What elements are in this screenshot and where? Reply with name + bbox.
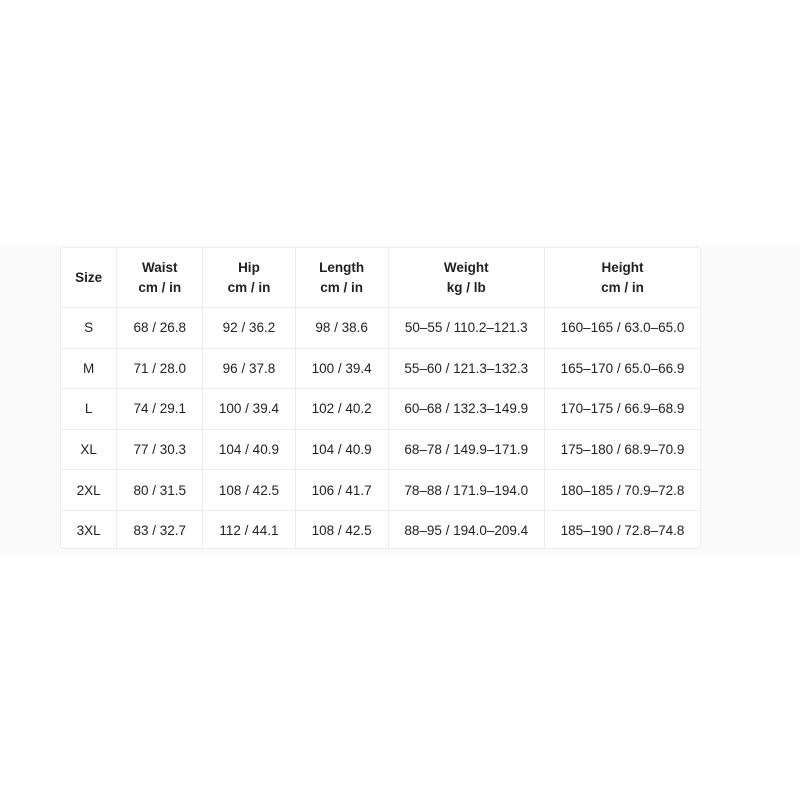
cell-length: 98 / 38.6 <box>295 308 388 349</box>
table-row <box>61 348 700 389</box>
cell-size: S <box>61 308 117 349</box>
cell-length: 102 / 40.2 <box>295 389 388 430</box>
cell-waist: 80 / 31.5 <box>117 470 203 511</box>
table-row <box>61 308 700 349</box>
table-row <box>61 389 700 430</box>
header-weight <box>388 248 544 308</box>
cell-height: 175–180 / 68.9–70.9 <box>545 429 701 470</box>
cell-hip: 92 / 36.2 <box>203 308 296 349</box>
cell-waist: 77 / 30.3 <box>117 429 203 470</box>
cell-height: 180–185 / 70.9–72.8 <box>545 470 701 511</box>
cell-waist: 74 / 29.1 <box>117 389 203 430</box>
cell-length: 104 / 40.9 <box>295 429 388 470</box>
cell-weight: 60–68 / 132.3–149.9 <box>388 389 544 430</box>
cell-hip: 104 / 40.9 <box>203 429 296 470</box>
cell-height: 170–175 / 66.9–68.9 <box>545 389 701 430</box>
cell-size: XL <box>61 429 117 470</box>
header-label: Size <box>75 269 103 285</box>
cell-height: 160–165 / 63.0–65.0 <box>545 308 701 349</box>
header-unit: cm / in <box>601 279 644 295</box>
header-label: Weight <box>443 259 489 275</box>
cell-hip: 108 / 42.5 <box>203 470 296 511</box>
cell-size: L <box>61 389 117 430</box>
size-table <box>61 248 700 549</box>
cell-length: 108 / 42.5 <box>295 510 388 549</box>
header-waist <box>117 248 203 308</box>
cell-weight: 78–88 / 171.9–194.0 <box>388 470 544 511</box>
cell-length: 106 / 41.7 <box>295 470 388 511</box>
cell-weight: 50–55 / 110.2–121.3 <box>388 308 544 349</box>
cell-waist: 83 / 32.7 <box>117 510 203 549</box>
cell-hip: 96 / 37.8 <box>203 348 296 389</box>
table-row <box>61 470 700 511</box>
header-label: Height <box>601 259 644 275</box>
cell-waist: 71 / 28.0 <box>117 348 203 389</box>
header-hip <box>203 248 296 308</box>
header-label: Waist <box>141 259 178 275</box>
header-unit: cm / in <box>138 279 182 295</box>
header-label: Length <box>319 259 365 275</box>
header-length <box>295 248 388 308</box>
table-row <box>61 429 700 470</box>
cell-length: 100 / 39.4 <box>295 348 388 389</box>
table-header-row <box>61 248 700 308</box>
size-chart-table <box>60 247 701 549</box>
cell-waist: 68 / 26.8 <box>117 308 203 349</box>
cell-hip: 100 / 39.4 <box>203 389 296 430</box>
cell-height: 185–190 / 72.8–74.8 <box>560 523 685 539</box>
header-label: Hip <box>238 259 260 275</box>
cell-size: 2XL <box>61 470 117 511</box>
cell-weight: 68–78 / 149.9–171.9 <box>388 429 544 470</box>
header-unit: cm / in <box>227 279 271 295</box>
header-height <box>545 248 701 308</box>
cell-weight: 55–60 / 121.3–132.3 <box>388 348 544 389</box>
header-size <box>61 248 117 308</box>
cell-size: 3XL <box>61 510 117 549</box>
cell-weight: 88–95 / 194.0–209.4 <box>388 510 544 549</box>
header-unit: cm / in <box>320 279 364 295</box>
cell-height: 165–170 / 65.0–66.9 <box>545 348 701 389</box>
header-unit: kg / lb <box>446 279 486 295</box>
cell-size: M <box>61 348 117 389</box>
cell-hip: 112 / 44.1 <box>203 510 296 549</box>
table-row <box>61 510 700 549</box>
